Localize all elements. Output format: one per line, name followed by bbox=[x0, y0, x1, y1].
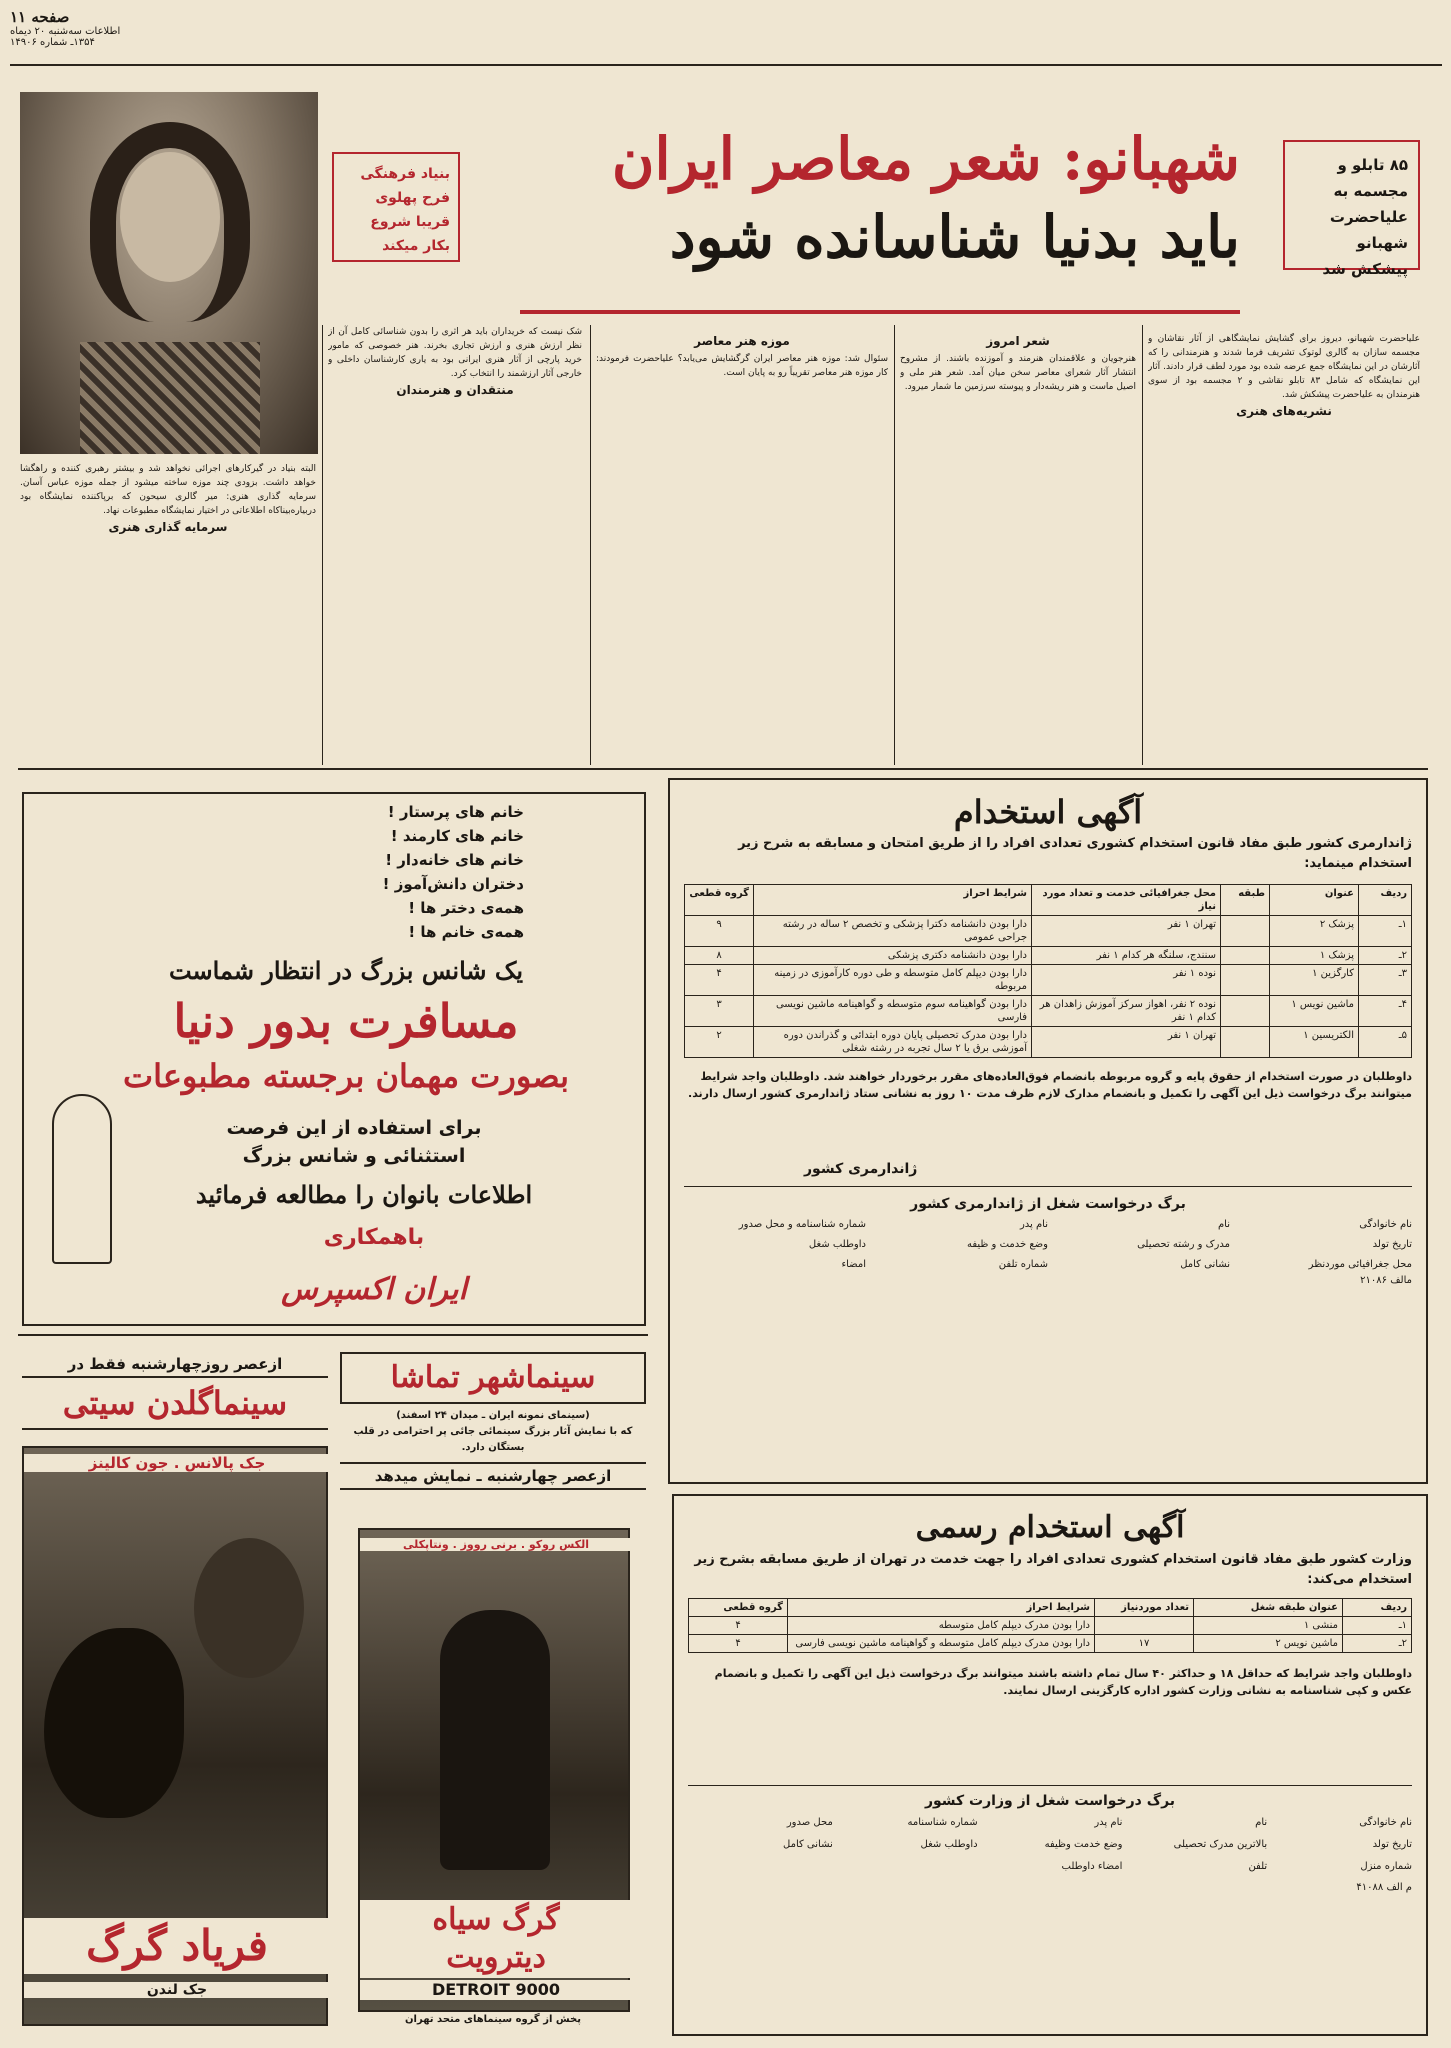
table-cell: دارا بودن دانشنامه دکترا پزشکی و تخصص ۲ ساله در رشته جراحی عمومی bbox=[754, 916, 1032, 947]
portrait-hair bbox=[90, 122, 250, 322]
table-cell: دارا بودن مدرک دیپلم کامل متوسطه bbox=[788, 1617, 1095, 1635]
table-cell: نوده ۲ نفر، اهواز سرکز آموزش زاهدان هر کدام ۱ نفر bbox=[1032, 996, 1221, 1027]
sidebar-left-text: بنیاد فرهنگی فرح پهلوی قریبا شروع بکار میکند bbox=[360, 166, 450, 254]
table-cell: دارا بودن دانشنامه دکتری پزشکی bbox=[754, 947, 1032, 965]
form-field[interactable]: امضاء bbox=[841, 1259, 866, 1270]
table-cell: تهران ۱ نفر bbox=[1032, 1027, 1221, 1058]
section-rule bbox=[18, 768, 1428, 770]
cinema-right-ad bbox=[340, 1352, 646, 2032]
col1-body: علیاحضرت شهبانو، دیروز برای گشایش نمایشگاهی از آثار نقاشان و مجسمه سازان به گالری لوتوک تشریف فرما شدند و هنرمندانی را که آثارشان در این نمایشگاه جمع عرضه شده بود مورد لطف قرار دادند. آثار این نمایشگاه که شامل ۸۳ تابلو نقاشی و ۲ مجسمه بود از سوی هنرمندان به علیاحضرت پیشکش شد. bbox=[1148, 334, 1420, 400]
table-cell: ۴ bbox=[685, 965, 754, 996]
portrait-dress bbox=[80, 342, 260, 454]
form-field[interactable]: نام bbox=[1217, 1219, 1230, 1230]
cinema-right-address: (سینمای نمونه ایران ـ میدان ۲۴ اسفند) bbox=[396, 1410, 590, 1421]
table-row bbox=[685, 947, 1412, 965]
cinema-right-note: که با نمایش آثار بزرگ سینمائی جائی پر احترامی در قلب بستگان دارد. bbox=[353, 1426, 633, 1453]
table-cell bbox=[1221, 947, 1270, 965]
table-cell: منشی ۱ bbox=[1194, 1617, 1343, 1635]
form-field[interactable]: وضع خدمت وظیفه bbox=[1044, 1839, 1123, 1850]
travel-title: مسافرت بدور دنیا bbox=[173, 994, 519, 1048]
form-field[interactable]: نام پدر bbox=[1094, 1817, 1123, 1828]
table-header-row bbox=[689, 1599, 1412, 1617]
travel-subtitle: بصورت مهمان برجسته مطبوعات bbox=[122, 1057, 570, 1095]
table-cell: تهران ۱ نفر bbox=[1032, 916, 1221, 947]
form-field[interactable]: شماره منزل bbox=[1360, 1861, 1412, 1872]
poster-figure bbox=[440, 1610, 550, 1870]
table-cell bbox=[1095, 1617, 1194, 1635]
detroit-title-line1: گرگ سیاه bbox=[360, 1900, 632, 1940]
table-header: طبقه bbox=[1221, 885, 1270, 916]
gendarmerie-intro: ژاندارمری کشور طبق مفاد قانون استخدام کشوری تعدادی افراد را از طریق امتحان و مسابقه به شرح زیر استخدام مینماید: bbox=[738, 836, 1412, 871]
cinema-left-name: سینماگلدن سیتی bbox=[22, 1376, 328, 1430]
form-field[interactable]: نام پدر bbox=[1019, 1219, 1048, 1230]
form-field[interactable]: نشانی کامل bbox=[783, 1839, 833, 1850]
cinema-right-footer: پخش از گروه سینماهای متحد تهران bbox=[405, 2014, 581, 2025]
lead-column-2 bbox=[900, 332, 1136, 762]
table-header: شرایط احراز bbox=[788, 1599, 1095, 1617]
sub-groups: نشریه‌های هنری bbox=[1236, 404, 1332, 418]
table-cell: ۳ـ bbox=[1359, 965, 1412, 996]
lead-sidebar-right bbox=[1283, 140, 1420, 278]
lead-column-1 bbox=[1148, 332, 1420, 762]
table-header: محل جغرافیائی خدمت و تعداد مورد نیاز bbox=[1032, 885, 1221, 916]
ministry-title: آگهی استخدام رسمی bbox=[915, 1510, 1185, 1545]
headline-line2: باید بدنیا شناسانده شود bbox=[669, 203, 1240, 271]
form-field[interactable]: نام خانوادگی bbox=[1359, 1817, 1412, 1828]
lead-column-5 bbox=[20, 462, 316, 762]
table-header: عنوان طبقه شغل bbox=[1194, 1599, 1343, 1617]
table-row bbox=[685, 1027, 1412, 1058]
sub-poetry: شعر امروز bbox=[986, 334, 1050, 348]
travel-ad-lines bbox=[324, 800, 524, 944]
table-cell: ۵ـ bbox=[1359, 1027, 1412, 1058]
ministry-conditions: داوطلبان واجد شرایط که حداقل ۱۸ و حداکثر ۴۰ سال تمام داشته باشند میتوانند برگ درخواست ذیل این آگهی را تکمیل و بانضمام عکس و کپی شناسنامه به نشانی وزارت کشور اداره کارگزینی ارسال نمایند. bbox=[714, 1667, 1412, 1697]
ministry-form bbox=[688, 1812, 1412, 1878]
table-cell: دارا بودن دیپلم کامل متوسطه و طی دوره کارآموزی در زمینه مربوطه bbox=[754, 965, 1032, 996]
table-cell: دارا بودن مدرک تحصیلی پایان دوره ابتدائی و گذراندن دوره آموزشی برق یا ۲ سال تجربه در رشته شغلی bbox=[754, 1027, 1032, 1058]
section-rule-2 bbox=[18, 1334, 648, 1336]
ministry-ad bbox=[672, 1494, 1428, 2036]
form-field[interactable]: داوطلب شغل bbox=[808, 1239, 866, 1250]
form-field[interactable]: نشانی کامل bbox=[1180, 1259, 1230, 1270]
table-row bbox=[689, 1617, 1412, 1635]
table-row bbox=[685, 996, 1412, 1027]
column-rule-4 bbox=[322, 325, 323, 765]
table-cell: دارا بودن گواهینامه سوم متوسطه و گواهینامه ماشین نویسی فارسی bbox=[754, 996, 1032, 1027]
cinema-right-showtime: ازعصر چهارشنبه ـ نمایش میدهد bbox=[340, 1462, 646, 1490]
travel-body1: برای استفاده از این فرصت bbox=[226, 1117, 482, 1139]
headline-red-word: شهبانو: شعر معاصر ایران bbox=[611, 125, 1240, 193]
gendarmerie-ad bbox=[668, 778, 1428, 1484]
form-field[interactable]: داوطلب شغل bbox=[920, 1839, 978, 1850]
form-field[interactable]: تاریخ تولد bbox=[1372, 1239, 1412, 1250]
ministry-code: م الف ۴۱۰۸۸ bbox=[1356, 1882, 1412, 1893]
ministry-intro: وزارت کشور طبق مفاد قانون استخدام کشوری تعدادی افراد را جهت خدمت در تهران از طریق مسابقه بشرح زیر استخدام می‌کند: bbox=[694, 1552, 1412, 1587]
table-cell: ۱ـ bbox=[1343, 1617, 1412, 1635]
travel-line: خانم های پرستار ! bbox=[387, 803, 524, 821]
table-cell: ماشین نویس ۲ bbox=[1194, 1635, 1343, 1653]
table-cell: ۲ bbox=[685, 1027, 754, 1058]
sub-critics: منتقدان و هنرمندان bbox=[396, 383, 514, 397]
issue-line: اطلاعات سه‌شنبه ۲۰ دیماه bbox=[10, 26, 121, 37]
table-cell: ۱ـ bbox=[1359, 916, 1412, 947]
column-rule-2 bbox=[894, 325, 895, 765]
travel-with: باهمکاری bbox=[323, 1225, 425, 1250]
table-cell: ۲ـ bbox=[1359, 947, 1412, 965]
form-field[interactable]: وضع خدمت و ظیفه bbox=[966, 1239, 1048, 1250]
travel-line: همه‌ی خانم ها ! bbox=[408, 923, 524, 941]
table-cell: ۴ bbox=[689, 1635, 788, 1653]
detroit-title-line2: دیترویت bbox=[360, 1938, 632, 1978]
masthead-rule bbox=[10, 64, 1442, 66]
table-header: ردیف bbox=[1343, 1599, 1412, 1617]
sub-capital: سرمایه گذاری هنری bbox=[108, 520, 228, 534]
masthead bbox=[10, 8, 190, 68]
cinema-left-ad bbox=[22, 1352, 328, 2032]
table-cell: ماشین نویس ۱ bbox=[1270, 996, 1359, 1027]
form-field[interactable]: نام bbox=[1255, 1817, 1268, 1828]
table-cell: ۲ـ bbox=[1343, 1635, 1412, 1653]
table-header: گروه قطعی bbox=[689, 1599, 788, 1617]
table-cell: ۳ bbox=[685, 996, 754, 1027]
column-rule-1 bbox=[1142, 325, 1143, 765]
col4-body: شک نیست که خریداران باید هر اثری را بدون شناسائی کامل آن از نظر ارزش هنری و ارزش تجاری بخرند. هنر خصوصی که مامور خرید پارچی از آثار هنری ایرانی بود به یاری کارشناسان داخلی و خارجی آثار ارزشمند را انتخاب کرد. bbox=[328, 327, 582, 379]
detroit-title-en: DETROIT 9000 bbox=[360, 1980, 632, 2000]
table-cell: ۴ـ bbox=[1359, 996, 1412, 1027]
detroit-stars: الکس روکو . برنی رووز . ونتاپکلی bbox=[360, 1538, 632, 1551]
form-field[interactable]: محل صدور bbox=[786, 1817, 833, 1828]
col2-body: هنرجویان و علاقمندان هنرمند و آموزنده باشند. از مشروح انتشار آثار شعرای معاصر سخن میان آمد. شعر هنر ملی و اصیل ماست و هنر ریشه‌دار و پیوسته سرزمین ما شمار میرود. bbox=[900, 354, 1136, 392]
headline-line1 bbox=[470, 120, 1240, 198]
col3-body: سئوال شد: موزه هنر معاصر ایران گرگشایش می‌یابد؟ علیاحضرت فرمودند: کار موزه هنر معاصر تقریباً رو به پایان است. bbox=[596, 354, 888, 378]
travel-chance: یک شانس بزرگ در انتظار شماست bbox=[168, 956, 524, 985]
form-field[interactable]: مدرک و رشته تحصیلی bbox=[1137, 1239, 1230, 1250]
form-field[interactable]: تاریخ تولد bbox=[1372, 1839, 1412, 1850]
lead-headline bbox=[470, 120, 1240, 320]
sidebar-right-text: ۸۵ تابلو و مجسمه به علیاحضرت شهبانو پیشکش شد bbox=[1322, 156, 1408, 278]
table-header: شرایط احراز bbox=[754, 885, 1032, 916]
gendarmerie-conditions: داوطلبان در صورت استخدام از حقوق پایه و گروه مربوطه بانضمام فوق‌العاده‌های مقرر برخوردار خواهند شد. داوطلبان واجد شرایط میتوانند برگ درخواست ذیل این آگهی را تکمیل و بانضمام مدارک لازم ظرف مدت ۱۰ روز به نشانی ستاد ژاندارمری کشور ارسال دارند. bbox=[688, 1070, 1412, 1100]
cinema-right-name: سینماشهر تماشا bbox=[340, 1352, 646, 1404]
lead-column-3 bbox=[596, 332, 888, 762]
col5-body: البته بنیاد در گیرکارهای اجرائی نخواهد شد و بیشتر رهبری کننده و راهگشا خواهد داشت. بزودی چند موزه ساخته میشود از جمله موزه عباس آسان. سرمایه گذاری هنری: میر گالری سیحون که برپاکننده نمایشگاه بود دربیار‌ه‌بیناکاه اطلاعاتی در اختیار نمایشگاه مطبوعات نهاد. bbox=[20, 464, 316, 516]
table-cell: ۱۷ bbox=[1095, 1635, 1194, 1653]
form-field[interactable]: محل جغرافیائی موردنظر bbox=[1308, 1259, 1412, 1270]
form-field[interactable]: شماره تلفن bbox=[998, 1259, 1048, 1270]
travel-body2: استثنائی و شانس بزرگ bbox=[242, 1145, 466, 1167]
table-row bbox=[689, 1635, 1412, 1653]
table-cell: ۹ bbox=[685, 916, 754, 947]
gendarmerie-signature: ژاندارمری کشور bbox=[804, 1161, 918, 1177]
travel-sponsor-logo: ایران اکسپرس bbox=[281, 1272, 467, 1307]
lead-column-4 bbox=[328, 325, 582, 762]
form-field[interactable]: امضاء داوطلب bbox=[1061, 1861, 1123, 1872]
form-field[interactable]: تلفن bbox=[1248, 1861, 1268, 1872]
column-rule-3 bbox=[590, 325, 591, 765]
gendarmerie-table bbox=[684, 884, 1412, 1058]
table-cell: کارگزین ۱ bbox=[1270, 965, 1359, 996]
table-cell: دارا بودن مدرک دیپلم کامل متوسطه و گواهینامه ماشین نویسی فارسی bbox=[788, 1635, 1095, 1653]
table-header-row bbox=[685, 885, 1412, 916]
travel-line: دختران دانش‌آموز ! bbox=[382, 875, 524, 893]
queen-photo bbox=[20, 92, 318, 454]
gendarmerie-form bbox=[684, 1215, 1412, 1275]
ministry-table bbox=[688, 1598, 1412, 1653]
gendarmerie-code: مالف ۲۱۰۸۶ bbox=[1360, 1275, 1412, 1286]
form-field[interactable]: نام خانوادگی bbox=[1359, 1219, 1412, 1230]
wolf-poster bbox=[22, 1446, 328, 2026]
poster-wolf-head bbox=[44, 1628, 184, 1818]
ministry-form-title: برگ درخواست شغل از وزارت کشور bbox=[688, 1785, 1412, 1812]
table-row bbox=[685, 965, 1412, 996]
form-field[interactable]: شماره شناسنامه bbox=[907, 1817, 978, 1828]
table-cell bbox=[1221, 996, 1270, 1027]
table-cell: سنندج، سلنگه هر کدام ۱ نفر bbox=[1032, 947, 1221, 965]
poster-man bbox=[194, 1538, 304, 1678]
table-cell: پزشک ۱ bbox=[1270, 947, 1359, 965]
form-field[interactable]: شماره شناسنامه و محل صدور bbox=[738, 1219, 866, 1230]
table-header: ردیف bbox=[1359, 885, 1412, 916]
table-cell: الکتریسین ۱ bbox=[1270, 1027, 1359, 1058]
table-header: تعداد موردنیاز bbox=[1095, 1599, 1194, 1617]
wolf-credit: جک لندن bbox=[24, 1982, 330, 1998]
travel-line: همه‌ی دختر ها ! bbox=[408, 899, 524, 917]
table-cell: ۴ bbox=[689, 1617, 788, 1635]
gendarmerie-title: آگهی استخدام bbox=[953, 793, 1143, 831]
table-cell bbox=[1221, 916, 1270, 947]
page-label: صفحه ۱۱ bbox=[10, 8, 70, 26]
table-row bbox=[685, 916, 1412, 947]
table-cell bbox=[1221, 965, 1270, 996]
issue-number: ۱۳۵۴ـ شماره ۱۴۹۰۶ bbox=[10, 37, 95, 48]
lead-sidebar-left bbox=[332, 152, 460, 262]
form-divider bbox=[684, 1186, 1412, 1187]
headline-rule bbox=[520, 310, 1240, 314]
table-cell bbox=[1221, 1027, 1270, 1058]
detroit-poster bbox=[358, 1528, 630, 2012]
travel-line: خانم های کارمند ! bbox=[390, 827, 524, 845]
travel-ad bbox=[22, 792, 646, 1326]
form-field[interactable]: بالاترین مدرک تحصیلی bbox=[1173, 1839, 1268, 1850]
sub-museum: موزه هنر معاصر bbox=[694, 334, 790, 348]
wolf-stars: جک پالانس . جون کالینز bbox=[24, 1454, 330, 1472]
wolf-title: فریاد گرگ bbox=[24, 1918, 330, 1974]
table-cell: نوده ۱ نفر bbox=[1032, 965, 1221, 996]
cinema-left-top: ازعصر روزچهارشنبه فقط در bbox=[67, 1355, 283, 1373]
traveler-illustration bbox=[52, 1094, 112, 1264]
table-cell: ۸ bbox=[685, 947, 754, 965]
travel-line: خانم های خانه‌دار ! bbox=[385, 851, 524, 869]
table-cell: پزشک ۲ bbox=[1270, 916, 1359, 947]
travel-contact: اطلاعات بانوان را مطالعه فرمائید bbox=[195, 1180, 533, 1209]
table-header: عنوان bbox=[1270, 885, 1359, 916]
gendarmerie-form-title: برگ درخواست شغل از ژاندارمری کشور bbox=[910, 1196, 1186, 1212]
table-header: گروه قطعی bbox=[685, 885, 754, 916]
